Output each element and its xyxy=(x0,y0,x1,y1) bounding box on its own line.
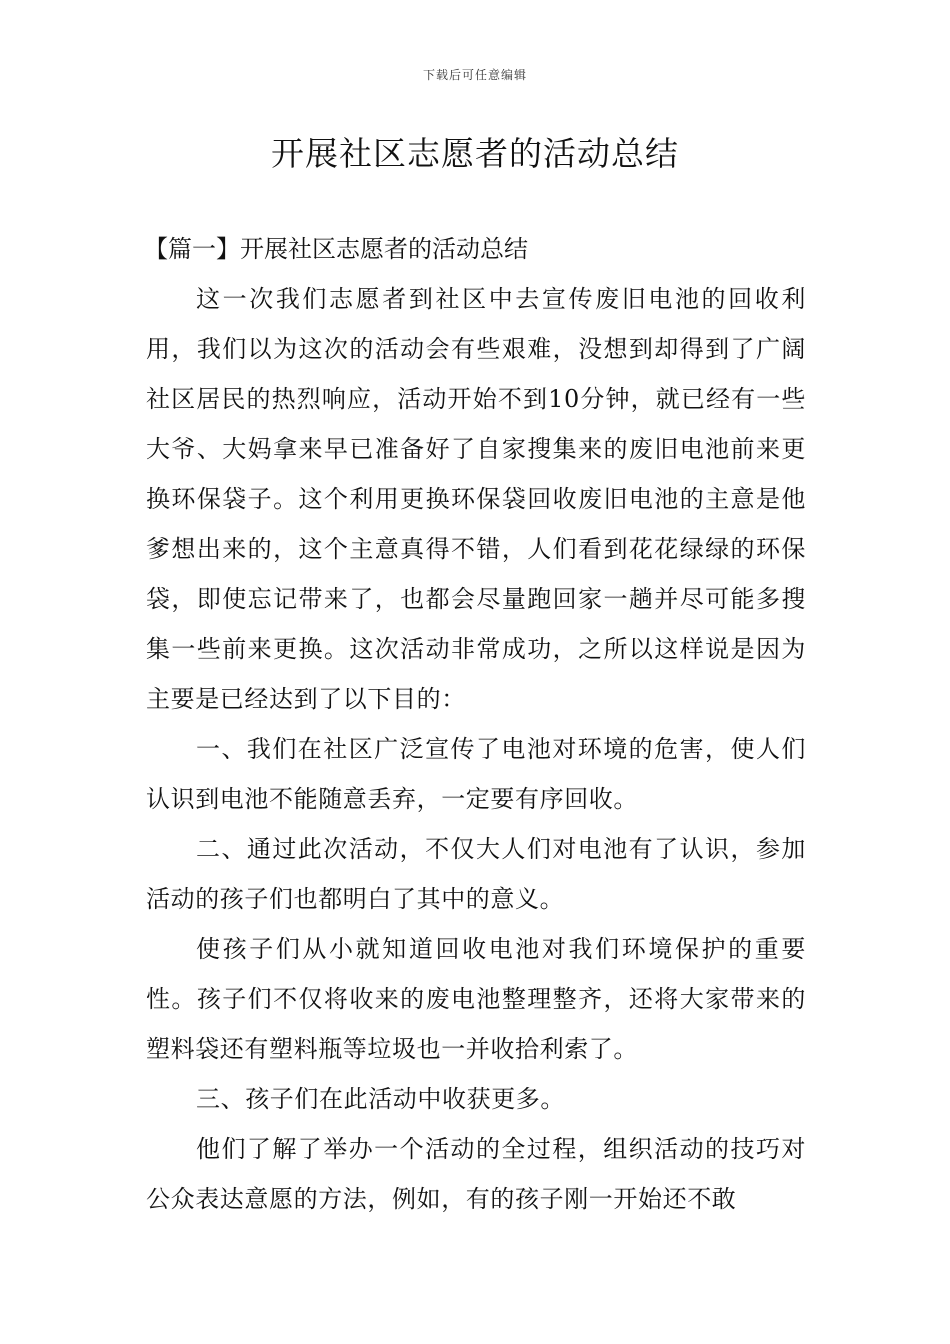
paragraph-point-three-detail: 他们了解了举办一个活动的全过程，组织活动的技巧对公众表达意愿的方法，例如，有的孩子刚一开始还不敢 xyxy=(146,1135,806,1213)
paragraph-point-two: 二、通过此次活动，不仅大人们对电池有了认识，参加活动的孩子们也都明白了其中的意义。 xyxy=(146,835,806,913)
paragraph-intro: 这一次我们志愿者到社区中去宣传废旧电池的回收利用，我们以为这次的活动会有些艰难，没想到却得到了广阔社区居民的热烈响应，活动开始不到10分钟，就已经有一些大爷、大妈拿来早已准备好了自家搜集来的废旧电池前来更换环保袋子。这个利用更换环保袋回收废旧电池的主意是他爹想出来的，这个主意真得不错，人们看到花花绿绿的环保袋，即使忘记带来了，也都会尽量跑回家一趟并尽可能多搜集一些前来更换。这次活动非常成功，之所以这样说是因为主要是已经达到了以下目的： xyxy=(146,285,806,713)
paragraph-point-three: 三、孩子们在此活动中收获更多。 xyxy=(196,1085,565,1113)
paragraph-point-one: 一、我们在社区广泛宣传了电池对环境的危害，使人们认识到电池不能随意丢弃，一定要有序回收。 xyxy=(146,735,806,813)
document-body xyxy=(146,224,806,1224)
paragraph-point-two-detail: 使孩子们从小就知道回收电池对我们环境保护的重要性。孩子们不仅将收来的废电池整理整齐，还将大家带来的塑料袋还有塑料瓶等垃圾也一并收拾利索了。 xyxy=(146,935,806,1063)
document-title: 开展社区志愿者的活动总结 xyxy=(271,134,679,173)
header-note: 下载后可任意编辑 xyxy=(422,68,527,82)
section-heading: 【篇一】开展社区志愿者的活动总结 xyxy=(144,235,528,263)
